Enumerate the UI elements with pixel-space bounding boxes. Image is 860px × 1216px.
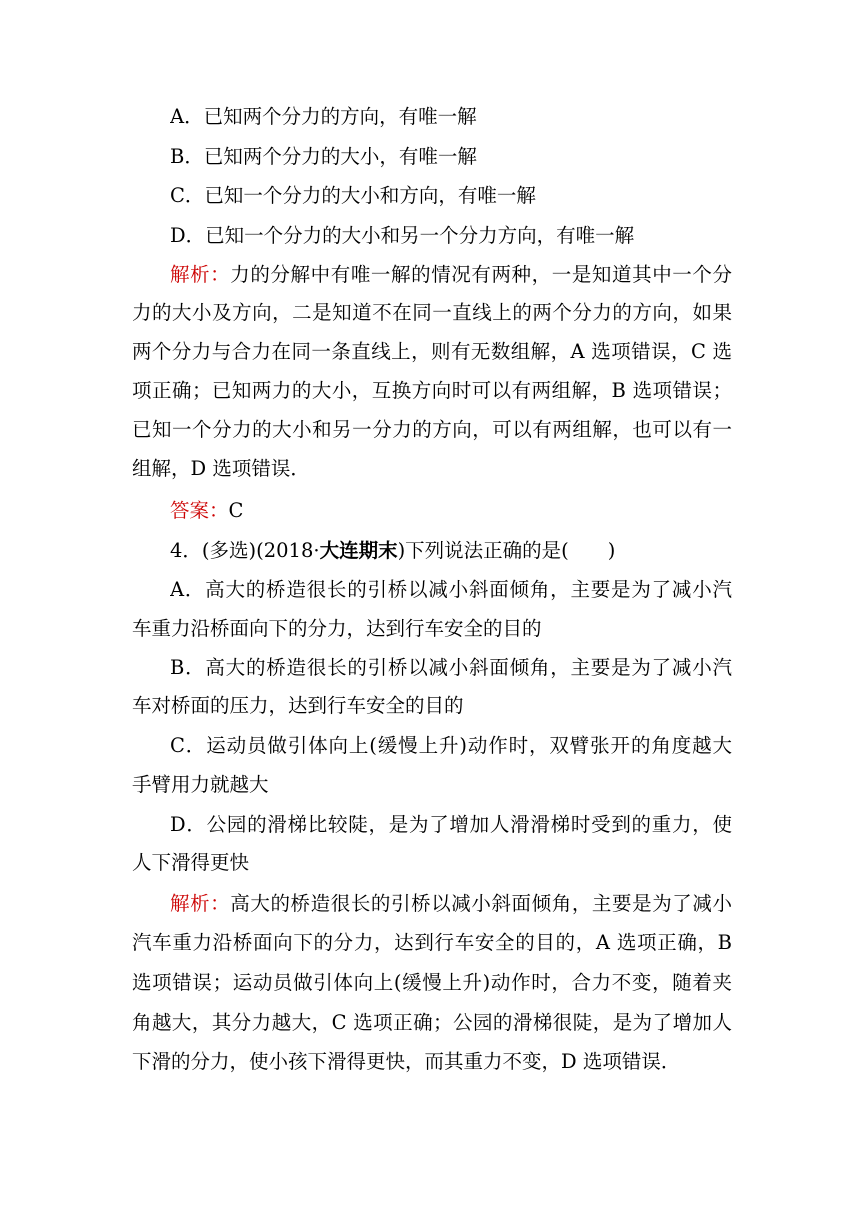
q3-analysis-line-3: 两个分力与合力在同一条直线上，则有无数组解，A 选项错误，C 选	[132, 340, 732, 363]
q3-analysis-line-1: 解析：力的分解中有唯一解的情况有两种，一是知道其中一个分	[170, 263, 732, 286]
q3-option-b: B．已知两个分力的大小，有唯一解	[170, 145, 477, 168]
q3-analysis-line-5: 已知一个分力的大小和另一分力的方向，可以有两组解，也可以有一	[132, 418, 732, 441]
q3-option-a: A．已知两个分力的方向，有唯一解	[170, 105, 477, 128]
q4-option-d-line-2: 人下滑得更快	[132, 851, 250, 874]
q4-stem: 4．(多选)(2018·大连期末)下列说法正确的是( )	[170, 539, 616, 562]
q4-option-c-line-2: 手臂用力就越大	[132, 773, 269, 796]
q3-analysis-label: 解析：	[170, 263, 231, 286]
q4-analysis-line-2: 汽车重力沿桥面向下的分力，达到行车安全的目的，A 选项正确，B	[132, 931, 732, 954]
q4-source: 大连期末	[319, 539, 398, 562]
q4-option-b-line-2: 车对桥面的压力，达到行车安全的目的	[132, 694, 464, 717]
q3-analysis-line-2: 力的大小及方向，二是知道不在同一直线上的两个分力的方向，如果	[132, 301, 732, 324]
q4-analysis-line-1: 解析：高大的桥造很长的引桥以减小斜面倾角，主要是为了减小	[170, 892, 732, 915]
q4-option-b-line-1: B．高大的桥造很长的引桥以减小斜面倾角，主要是为了减小汽	[170, 656, 732, 679]
q4-option-c-line-1: C．运动员做引体向上(缓慢上升)动作时，双臂张开的角度越大	[170, 734, 732, 757]
q3-analysis-line-6: 组解，D 选项错误．	[132, 457, 310, 480]
q4-analysis-line-4: 角越大，其分力越大，C 选项正确；公园的滑梯很陡，是为了增加人	[132, 1011, 732, 1034]
q3-analysis-line-4: 项正确；已知两力的大小，互换方向时可以有两组解，B 选项错误；	[132, 379, 732, 402]
q4-analysis-line-5: 下滑的分力，使小孩下滑得更快，而其重力不变，D 选项错误．	[132, 1050, 681, 1073]
q3-answer	[170, 496, 732, 526]
q4-option-a-line-2: 车重力沿桥面向下的分力，达到行车安全的目的	[132, 617, 542, 640]
q3-answer-value: C	[228, 499, 244, 522]
q4-analysis-label: 解析：	[170, 892, 231, 915]
q4-option-d-line-1: D．公园的滑梯比较陡，是为了增加人滑滑梯时受到的重力，使	[170, 813, 732, 836]
q3-option-c: C．已知一个分力的大小和方向，有唯一解	[170, 184, 536, 207]
q3-answer-label: 答案：	[170, 499, 229, 522]
q4-option-a-line-1: A．高大的桥造很长的引桥以减小斜面倾角，主要是为了减小汽	[170, 578, 732, 601]
q4-analysis-line-3: 选项错误；运动员做引体向上(缓慢上升)动作时，合力不变，随着夹	[132, 971, 732, 994]
q3-option-d: D．已知一个分力的大小和另一个分力方向，有唯一解	[170, 224, 635, 247]
